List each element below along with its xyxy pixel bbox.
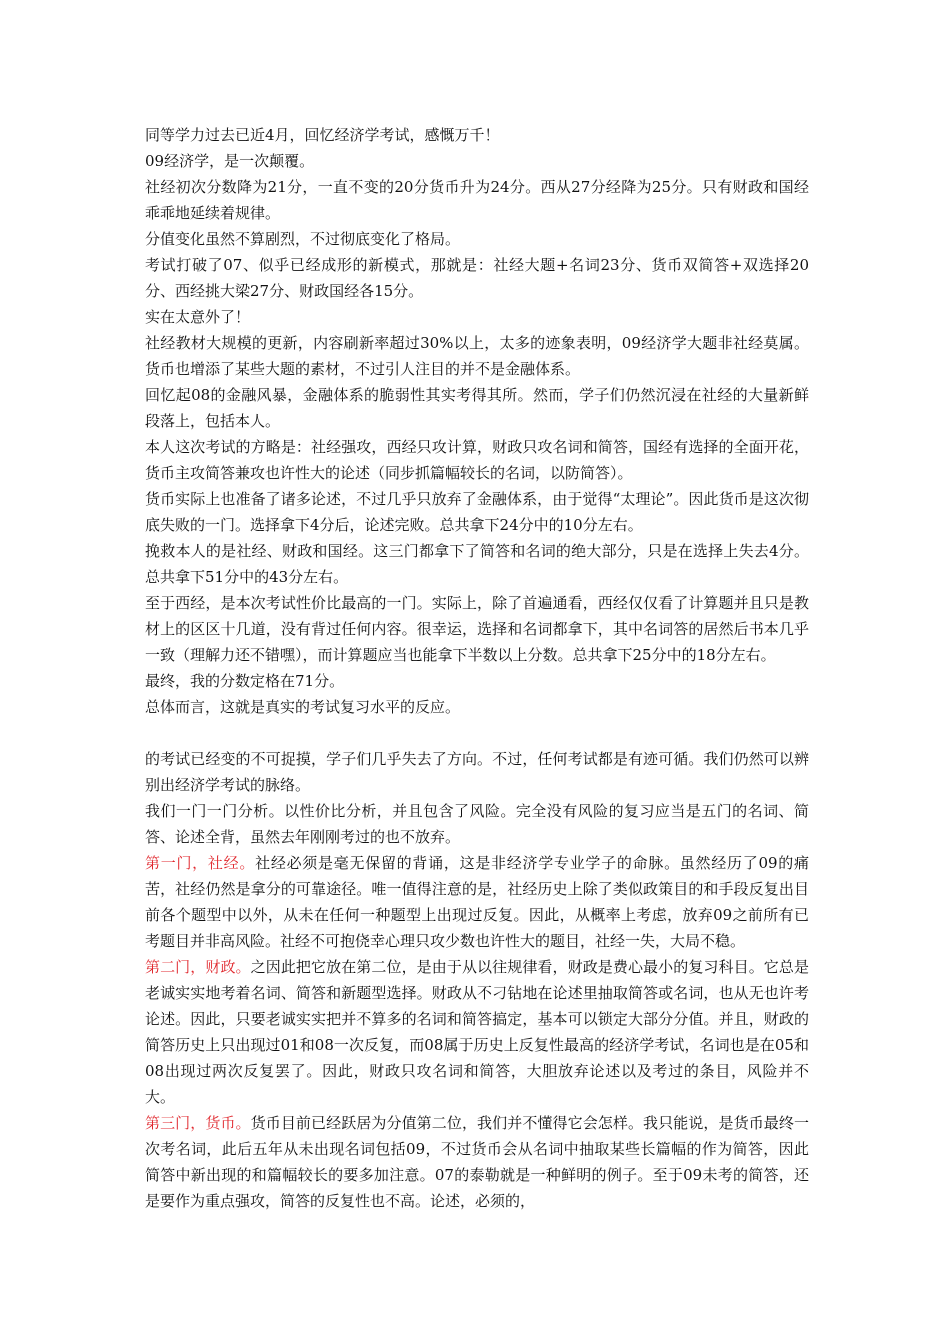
section-heading: 第一门，社经。 xyxy=(145,854,256,872)
paragraph-gap xyxy=(145,720,809,746)
section-monetary-finance xyxy=(145,1110,809,1214)
paragraph-11: 挽救本人的是社经、财政和国经。这三门都拿下了简答和名词的绝大部分，只是在选择上失去4分。总共拿下51分中的43分左右。 xyxy=(145,542,809,586)
section-social-economics xyxy=(145,850,809,954)
section-text: 货币目前已经跃居为分值第二位，我们并不懂得它会怎样。我只能说，是货币最终一次考名词，此后五年从未出现名词包括09，不过货币会从名词中抽取某些长篇幅的作为简答，因此简答中新出现的和篇幅较长的要多加注意。07的泰勒就是一种鲜明的例子。至于09未考的简答，还是要作为重点强攻，简答的反复性也不高。论述，必须的， xyxy=(145,1114,809,1210)
paragraph-6: 实在太意外了！ xyxy=(145,308,251,326)
paragraph-10: 货币实际上也准备了诸多论述，不过几乎只放弃了金融体系，由于觉得“太理论”。因此货币是这次彻底失败的一门。选择拿下4分后，论述完败。总共拿下24分中的10分左右。 xyxy=(145,490,809,534)
paragraph-7: 社经教材大规模的更新，内容刷新率超过30%以上，太多的迹象表明，09经济学大题非社经莫属。货币也增添了某些大题的素材，不过引人注目的并不是金融体系。 xyxy=(145,334,809,378)
section-public-finance xyxy=(145,954,809,1110)
paragraph-2: 09经济学，是一次颠覆。 xyxy=(145,152,315,170)
section-text: 社经必须是毫无保留的背诵，这是非经济学专业学子的命脉。虽然经历了09的痛苦，社经仍然是拿分的可靠途径。唯一值得注意的是，社经历史上除了类似政策目的和手段反复出目前各个题型中以外，从未在任何一种题型上出现过反复。因此，从概率上考虑，放弃09之前所有已考题目并非高风险。社经不可抱侥幸心理只攻少数也许性大的题目，社经一失，大局不稳。 xyxy=(145,854,809,950)
paragraph-5: 考试打破了07、似乎已经成形的新模式，那就是：社经大题+名词23分、货币双简答+双选择20分、西经挑大梁27分、财政国经各15分。 xyxy=(145,256,809,300)
paragraph-4: 分值变化虽然不算剧烈，不过彻底变化了格局。 xyxy=(145,230,461,248)
intro-paragraph-1: 的考试已经变的不可捉摸，学子们几乎失去了方向。不过，任何考试都是有迹可循。我们仍然可以辨别出经济学考试的脉络。 xyxy=(145,750,809,794)
paragraph-12: 至于西经，是本次考试性价比最高的一门。实际上，除了首遍通看，西经仅仅看了计算题并且只是教材上的区区十几道，没有背过任何内容。很幸运，选择和名词都拿下，其中名词答的居然后书本几乎一致（理解力还不错嘿），而计算题应当也能拿下半数以上分数。总共拿下25分中的18分左右。 xyxy=(145,594,809,664)
section-heading: 第二门，财政。 xyxy=(145,958,251,976)
paragraph-8: 回忆起08的金融风暴，金融体系的脆弱性其实考得其所。然而，学子们仍然沉浸在社经的大量新鲜段落上，包括本人。 xyxy=(145,386,809,430)
intro-paragraph-2: 我们一门一门分析。以性价比分析，并且包含了风险。完全没有风险的复习应当是五门的名词、简答、论述全背，虽然去年刚刚考过的也不放弃。 xyxy=(145,802,809,846)
paragraph-1: 同等学力过去已近4月，回忆经济学考试，感慨万千！ xyxy=(145,126,500,144)
paragraph-14: 总体而言，这就是真实的考试复习水平的反应。 xyxy=(145,698,461,716)
paragraph-13: 最终，我的分数定格在71分。 xyxy=(145,672,345,690)
section-heading: 第三门，货币。 xyxy=(145,1114,251,1132)
paragraph-9: 本人这次考试的方略是：社经强攻，西经只攻计算，财政只攻名词和简答，国经有选择的全面开花，货币主攻简答兼攻也许性大的论述（同步抓篇幅较长的名词，以防简答）。 xyxy=(145,438,809,482)
section-text: 之因此把它放在第二位，是由于从以往规律看，财政是费心最小的复习科目。它总是老诚实实地考着名词、简答和新题型选择。财政从不刁钻地在论述里抽取简答或名词，也从无也许考论述。因此，只要老诚实实把并不算多的名词和简答搞定，基本可以锁定大部分分值。并且，财政的简答历史上只出现过01和08一次反复，而08属于历史上反复性最高的经济学考试，名词也是在05和08出现过两次反复罢了。因此，财政只攻名词和简答，大胆放弃论述以及考过的条目，风险并不大。 xyxy=(145,958,809,1106)
document-body xyxy=(145,122,809,1214)
paragraph-3: 社经初次分数降为21分，一直不变的20分货币升为24分。西从27分经降为25分。只有财政和国经乖乖地延续着规律。 xyxy=(145,178,809,222)
